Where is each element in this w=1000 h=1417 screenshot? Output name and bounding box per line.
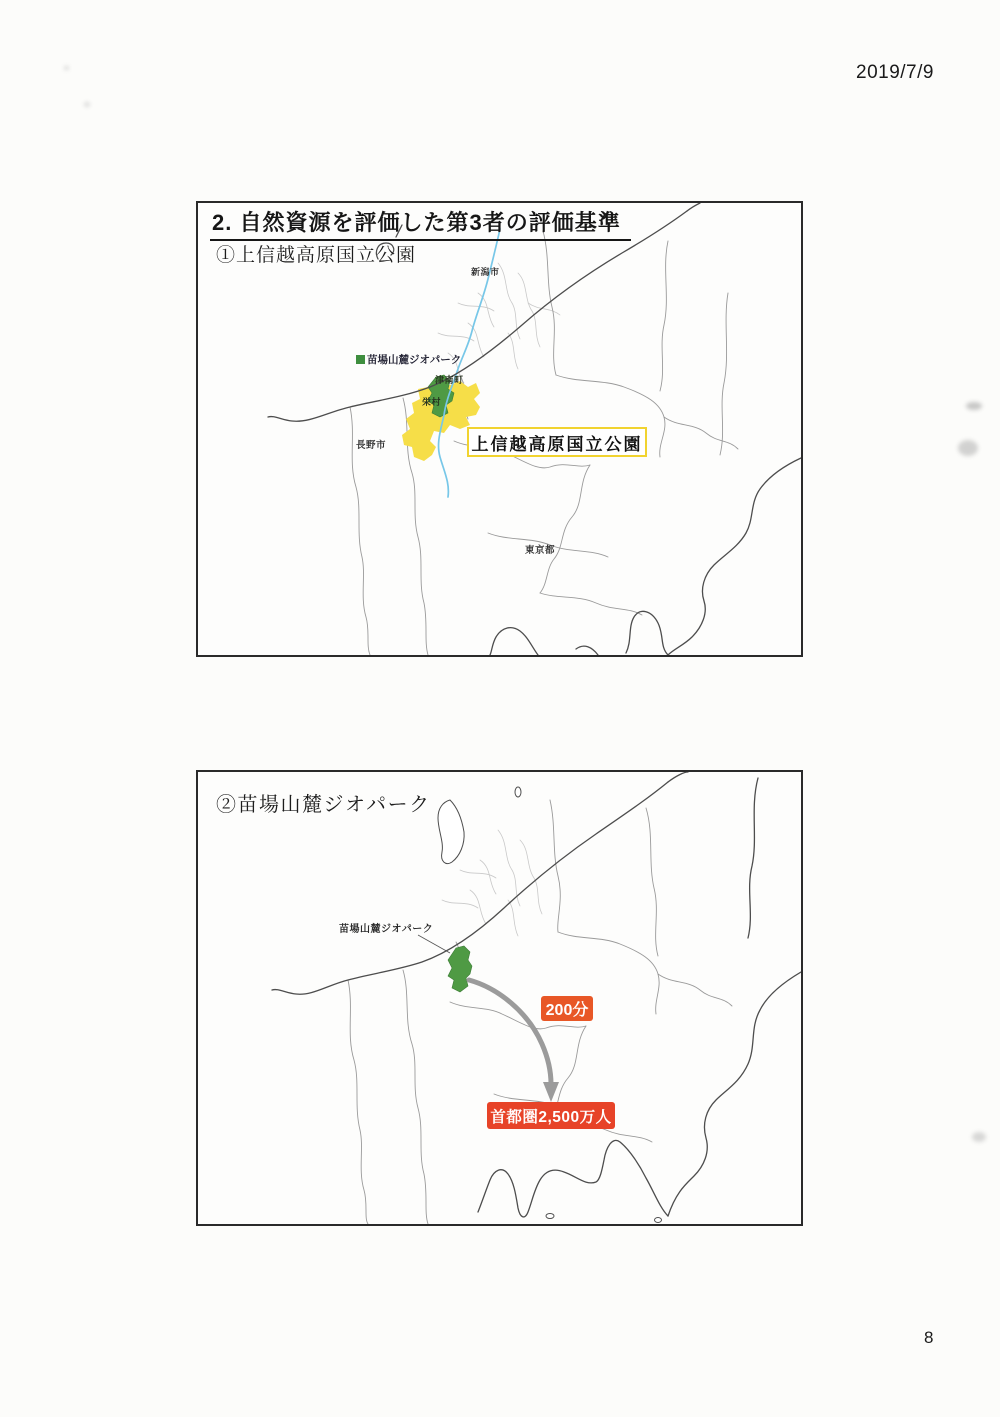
label-tokyo-metro: 東京都 <box>525 545 556 556</box>
document-date: 2019/7/9 <box>856 62 934 83</box>
figure-geopark <box>196 770 803 1226</box>
figure2-title: ②苗場山麓ジオパーク <box>216 794 431 816</box>
travel-arrow-head <box>543 1082 559 1102</box>
page-number: 8 <box>924 1328 934 1347</box>
sado-island <box>438 800 464 864</box>
awashima-island <box>515 787 521 797</box>
metro-population-badge: 首都圏2,500万人 <box>487 1102 615 1129</box>
national-park-callout: 上信越高原国立公園 <box>467 427 647 457</box>
label-niigata-city: 新潟市 <box>471 267 500 277</box>
coastline-paths <box>272 772 801 1223</box>
label-tsunan-town: 津南町 <box>435 375 464 385</box>
geopark-label-leader-line <box>418 935 450 953</box>
scan-smudge <box>84 102 90 107</box>
travel-time-badge: 200分 <box>541 996 593 1021</box>
label-geopark: 苗場山麓ジオパーク <box>339 924 434 935</box>
legend-green-square-icon <box>356 355 365 364</box>
geopark-legend <box>356 352 461 367</box>
map-geopark <box>198 772 801 1224</box>
scan-smudge <box>958 440 978 456</box>
geopark-area <box>448 946 472 992</box>
scan-smudge <box>64 66 69 70</box>
figure-national-park <box>196 201 803 657</box>
scan-smudge <box>966 402 982 410</box>
section-title: 2. 自然資源を評価した第3者の評価基準 <box>210 206 631 241</box>
figure1-subtitle: ①上信越高原国立公園 <box>216 245 417 266</box>
scan-smudge <box>972 1132 986 1142</box>
label-nagano-city: 長野市 <box>356 440 387 451</box>
travel-arrow <box>469 980 551 1084</box>
legend-label: 苗場山麓ジオパーク <box>367 354 462 366</box>
label-sakae-village: 栄村 <box>422 397 442 407</box>
prefecture-boundary-lines <box>348 800 732 1224</box>
